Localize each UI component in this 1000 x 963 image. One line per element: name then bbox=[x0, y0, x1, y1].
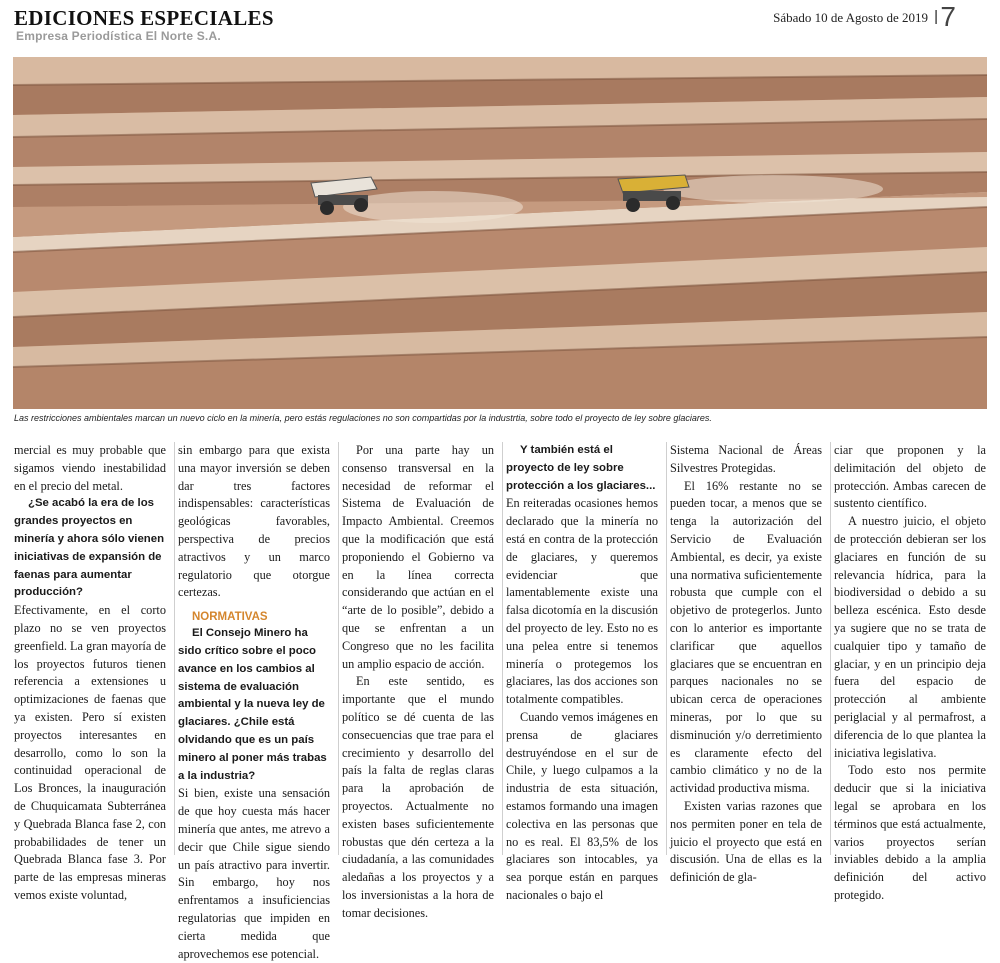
column-1 bbox=[14, 442, 166, 902]
paragraph: A nuestro juicio, el objeto de protección debieran ser los glaciares en función de su relevancia hídrica, para la biodiversidad o debido a su belleza escénica. Esto desde ya sugiere que no se trata de cualquier tipo y tamaño de glaciar, y en un principio deja fuera del espacio de protección al ambiente periglacial y al permafrost, a diferencia de lo que plantea la iniciativa legislativa. bbox=[834, 514, 986, 760]
page-number: 7 bbox=[940, 1, 956, 32]
paragraph: Todo esto nos permite deducir que si la iniciativa legal se aprobara en los términos que está actualmente, varios proyectos serían inviables debido a la amplia definición del activo protegido. bbox=[834, 763, 986, 902]
photo-caption: Las restricciones ambientales marcan un nuevo ciclo en la minería, pero estás regulaciones no son compartidas por la industrtia, sobre todo el proyecto de ley sobre glaciares. bbox=[14, 413, 712, 423]
column-2 bbox=[178, 442, 330, 961]
column-4 bbox=[506, 442, 658, 902]
column-divider bbox=[338, 442, 339, 855]
paragraph: mercial es muy probable que sigamos viendo inestabilidad en el precio del metal. bbox=[14, 443, 166, 493]
section-title: EDICIONES ESPECIALES bbox=[14, 6, 274, 30]
paragraph: Por una parte hay un consenso transversal en la necesidad de reformar el Sistema de Evaluación de Impacto Ambiental. Creemos que la modificación que está proponiendo el Gobierno va en la línea correcta considerando que actúan en el “arte de lo posible”, debido a que se enfrentan a un Congreso que no les facilita un amplio espacio de acción. bbox=[342, 443, 494, 671]
paragraph: En reiteradas ocasiones hemos declarado que la minería no está en contra de la protección de glaciares, y queremos evidenciar que lamentablemente existe una falsa dicotomía en la discusión del proyecto de ley. Esto no es una pelea entre si tenemos minería o protegemos los glaciares, las dos acciones son totalmente compatibles. bbox=[506, 496, 658, 707]
column-6 bbox=[834, 442, 986, 902]
column-divider bbox=[502, 442, 503, 855]
page-header bbox=[14, 1, 986, 44]
mine-photo bbox=[13, 57, 987, 409]
paragraph: Existen varias razones que nos permiten poner en tela de juicio el proyecto que está en discusión. Una de ellas es la definición de gla- bbox=[670, 798, 822, 885]
paragraph: sin embargo para que exista una mayor inversión se deben dar tres factores indispensables: características geológicas favorables, perspectiva de precios atractivos y un marco regulatorio que otorgue certezas. bbox=[178, 443, 330, 600]
article-body bbox=[14, 442, 986, 961]
issue-date: Sábado 10 de Agosto de 2019 bbox=[773, 10, 928, 25]
paragraph: ciar que proponen y la delimitación del objeto de protección. Ambas carecen de sustento científico. bbox=[834, 443, 986, 511]
interview-question: Y también está el proyecto de ley sobre protección a los glaciares... bbox=[506, 444, 656, 492]
interview-question: ¿Se acabó la era de los grandes proyectos en minería y ahora sólo vienen iniciativas de expansión de faenas para aumentar producción? bbox=[14, 497, 165, 599]
paragraph: Efectivamente, en el corto plazo no se ven proyectos greenfield. La gran mayoría de los proyectos futuros tienen referencia a extensiones u optimizaciones de faenas que ya existen. Pero sí existen proyectos interesantes en desarrollo, como lo son la continuidad operacional de Los Bronces, la inauguración de Chuquicamata Subterránea y Quebrada Blanca fase 2, con probabilidades de tener un Quebrada Blanca fase 3. Por parte de las empresas mineras vemos existe voluntad, bbox=[14, 603, 166, 902]
open-pit-mine-illustration bbox=[13, 57, 987, 409]
column-divider bbox=[174, 442, 175, 855]
paragraph: El 16% restante no se pueden tocar, a menos que se tenga la autorización del Servicio de Evaluación Ambiental, es decir, ya existe una normativa suficientemente robusta que cumple con el objetivo de protegerlos. Junto con lo anterior es importante clarificar que aquellos glaciares que se encuentran en parques nacionales no se ubican cerca de operaciones mineras, por lo que su disminución y/o derretimiento es claramente efecto del cambio climático y no de la actividad productiva misma. bbox=[670, 478, 822, 796]
column-divider bbox=[830, 442, 831, 855]
publisher-name: Empresa Periodística El Norte S.A. bbox=[16, 29, 221, 43]
column-divider bbox=[666, 442, 667, 855]
section-kicker: NORMATIVAS bbox=[192, 611, 268, 624]
header-separator: | bbox=[934, 8, 938, 25]
paragraph: En este sentido, es importante que el mundo político se dé cuenta de las consecuencias que trae para el crecimiento y desarrollo del país la falta de reglas claras para la aprobación de proyectos. Actualmente no existen bases suficientemente robustas que dén certeza a la ciudadanía, a las comunidades aledañas a los proyectos y a los inversionistas a la hora de tomar decisiones. bbox=[342, 674, 494, 920]
paragraph: Sistema Nacional de Áreas Silvestres Protegidas. bbox=[670, 443, 822, 475]
column-3 bbox=[342, 442, 494, 920]
paragraph: Si bien, existe una sensación de que hoy cuesta más hacer minería que antes, me atrevo a decir que Chile sigue siendo un país atractivo para invertir. Sin embargo, hoy nos enfrentamos a insuficiencias regulatorias que impiden en cierta medida que aprovechemos ese potencial. bbox=[178, 786, 330, 961]
column-5 bbox=[670, 442, 822, 885]
paragraph: Cuando vemos imágenes en prensa de glaciares destruyéndose en el sur de Chile, y luego culpamos a la industria de esta situación, estamos formando una imagen colectiva en las personas que no es real. El 83,5% de los glaciares son intocables, ya sea porque están en parques nacionales o bajo el bbox=[506, 709, 658, 902]
interview-question: El Consejo Minero ha sido crítico sobre el poco avance en los cambios al sistema de evaluación ambiental y la nueva ley de glaciares. ¿Chile está olvidando que es un país minero al poner más trabas a la industria? bbox=[178, 627, 327, 782]
